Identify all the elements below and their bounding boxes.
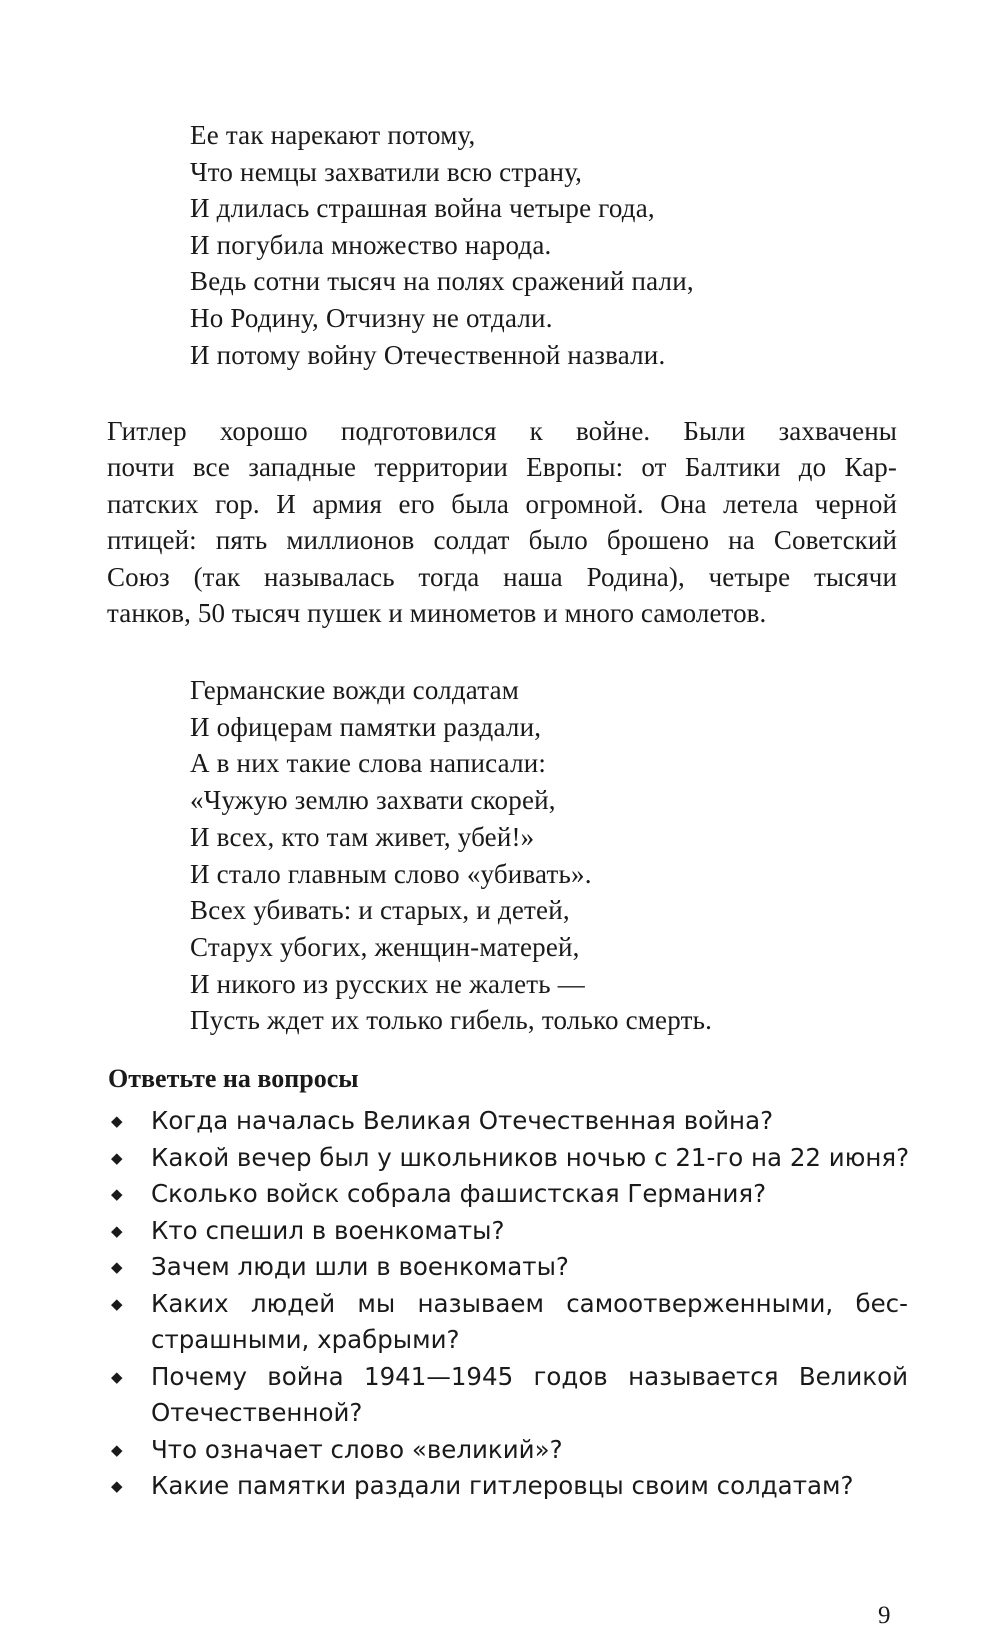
poem-line: Старух убогих, женщин-матерей, — [190, 931, 580, 962]
poem-line: Германские вожди солдатам — [190, 675, 520, 705]
poem-line: Что немцы захватили всю страну, — [190, 156, 583, 187]
diamond-bullet-icon: ◆ — [111, 1258, 123, 1276]
question-text: Сколько войск собрала фашистская Германия? — [151, 1179, 767, 1208]
question-text: Кто спешил в военкоматы? — [151, 1215, 505, 1245]
question-item — [108, 1286, 908, 1359]
poem-line: Но Родину, Отчизну не отдали. — [190, 302, 553, 333]
poem-line: И потому войну Отечественной назвали. — [190, 339, 666, 370]
question-item — [108, 1176, 908, 1213]
question-text: Каких людей мы называем самоотверженными, бес- — [151, 1288, 908, 1318]
questions-list — [108, 1103, 908, 1505]
diamond-bullet-icon: ◆ — [111, 1148, 123, 1167]
question-text: Какой вечер был у школьников ночью с 21-го на 22 июня? — [151, 1142, 910, 1172]
question-item — [108, 1249, 908, 1286]
poem-line: И стало главным слово «убивать». — [190, 858, 592, 889]
page-number: 9 — [878, 1602, 891, 1629]
question-text: Какие памятки раздали гитлеровцы своим солдатам? — [151, 1471, 854, 1500]
questions-heading: Ответьте на вопросы — [108, 1064, 359, 1093]
question-item — [108, 1468, 908, 1505]
poem-line: И офицерам памятки раздали, — [190, 711, 542, 742]
paragraph-line: Гитлер хорошо подготовился к войне. Были захвачены — [107, 416, 897, 446]
poem-line: Всех убивать: и старых, и детей, — [190, 895, 570, 926]
question-item — [108, 1359, 908, 1432]
paragraph-line: патских гор. И армия его была огромной. Она летела черной — [107, 488, 897, 519]
question-text: Отечественной? — [151, 1398, 363, 1427]
paragraph-line: почти все западные территории Европы: от Балтики до Кар- — [107, 452, 897, 483]
question-text: Почему война 1941—1945 годов называется Великой — [151, 1361, 908, 1391]
poem-line: И погубила множество народа. — [190, 229, 552, 260]
question-text: Зачем люди шли в военкоматы? — [151, 1252, 569, 1281]
question-text: Что означает слово «великий»? — [151, 1434, 563, 1464]
question-item — [108, 1140, 908, 1177]
poem-line: А в них такие слова написали: — [190, 748, 547, 779]
poem-line: Ведь сотни тысяч на полях сражений пали, — [190, 266, 694, 297]
question-item — [108, 1432, 908, 1469]
paragraph-line: Союз (так называлась тогда наша Родина), четыре тысячи — [107, 561, 897, 592]
poem-line: И никого из русских не жалеть — — [190, 968, 585, 999]
question-item — [108, 1213, 908, 1250]
paragraph-line: танков, 50 тысяч пушек и минометов и много самолетов. — [107, 597, 767, 628]
question-text: Когда началась Великая Отечественная война? — [151, 1106, 774, 1135]
question-item — [108, 1103, 908, 1140]
paragraph-line: птицей: пять миллионов солдат было брошено на Советский — [107, 525, 897, 556]
poem-line: И всех, кто там живет, убей!» — [190, 821, 535, 852]
diamond-bullet-icon: ◆ — [111, 1294, 123, 1313]
question-text: страшными, храбрыми? — [151, 1325, 460, 1354]
diamond-bullet-icon: ◆ — [111, 1185, 123, 1203]
poem-line: Пусть ждет их только гибель, только смерть. — [190, 1005, 713, 1036]
poem-line: Ее так нарекают потому, — [190, 120, 476, 150]
poem-line: И длилась страшная война четыре года, — [190, 193, 655, 224]
diamond-bullet-icon: ◆ — [111, 1440, 123, 1459]
poem-excerpt-2 — [190, 672, 712, 1039]
prose-paragraph — [107, 413, 897, 631]
diamond-bullet-icon: ◆ — [111, 1221, 123, 1240]
diamond-bullet-icon: ◆ — [111, 1112, 123, 1130]
poem-excerpt-1 — [190, 117, 694, 373]
diamond-bullet-icon: ◆ — [111, 1367, 123, 1386]
poem-line: «Чужую землю захвати скорей, — [190, 785, 556, 816]
diamond-bullet-icon: ◆ — [111, 1477, 123, 1495]
